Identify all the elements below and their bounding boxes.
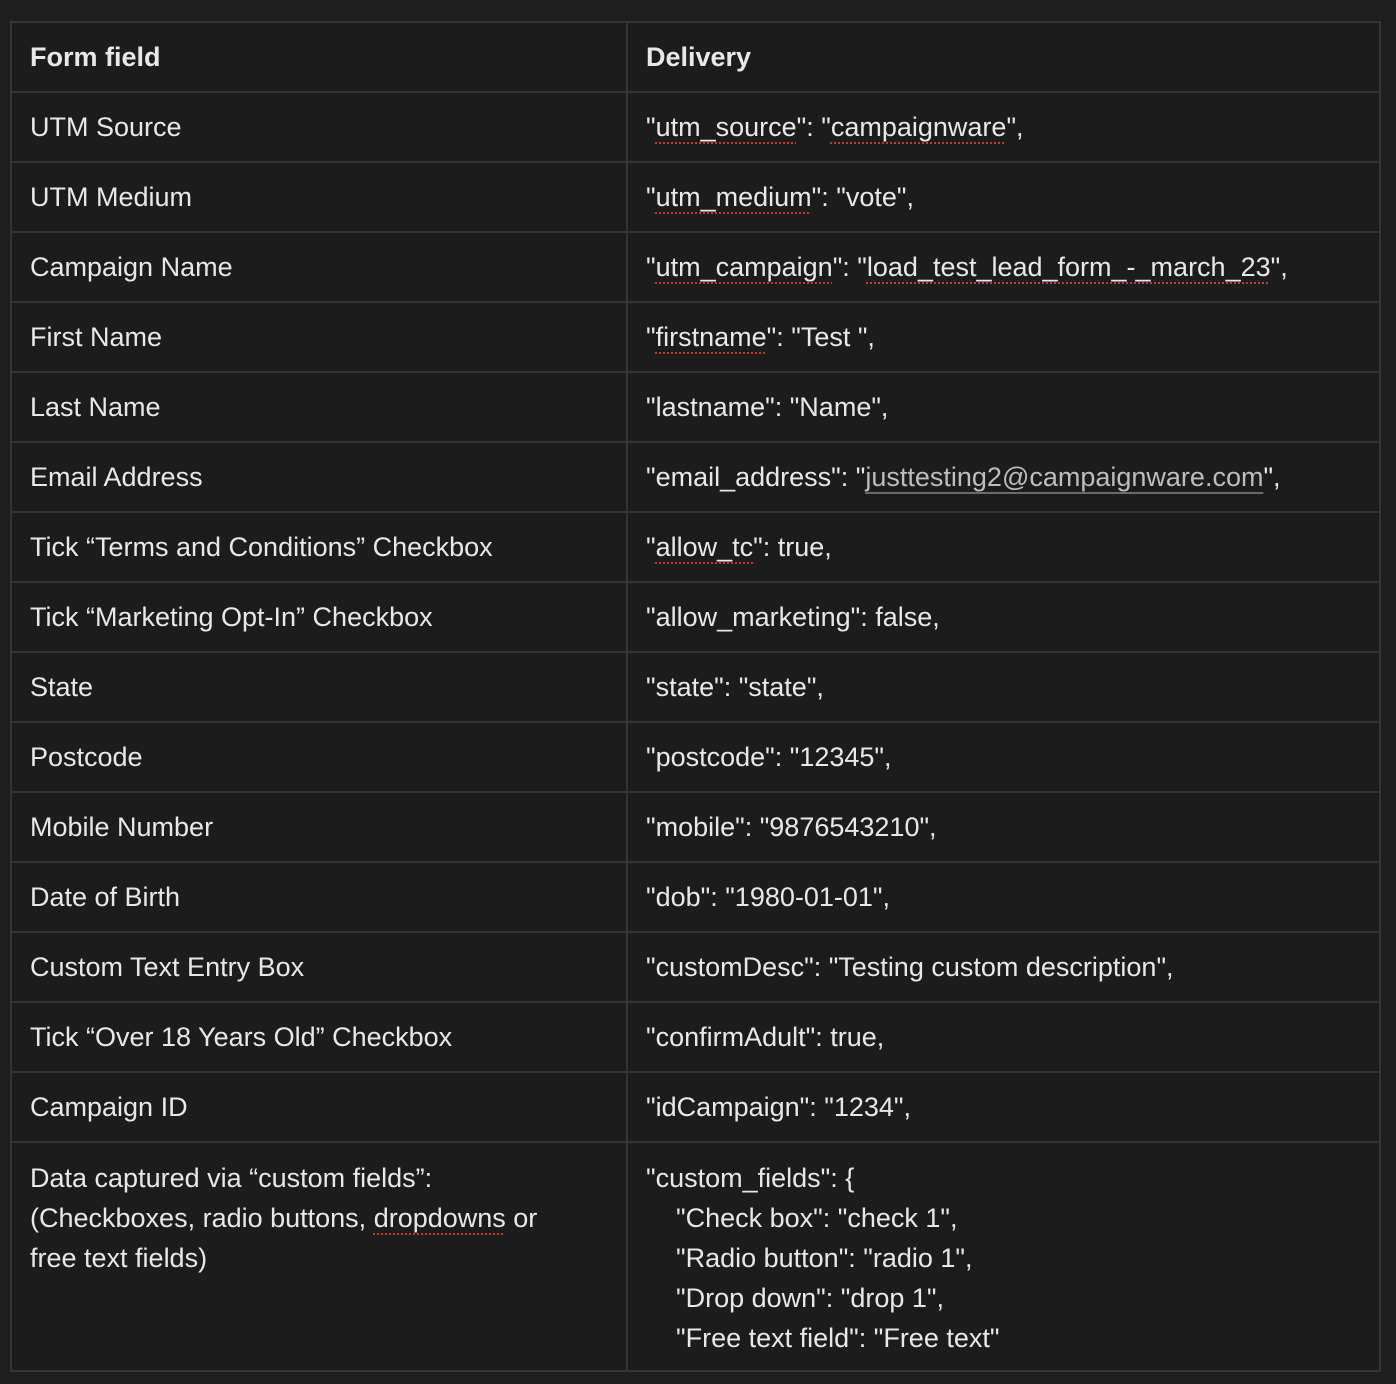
form-field-cell: Tick “Marketing Opt-In” Checkbox — [11, 582, 627, 652]
table-row-mobile-number — [11, 792, 1380, 862]
delivery-cell: "customDesc": "Testing custom description", — [627, 932, 1380, 1002]
field-mapping-table-container — [10, 21, 1379, 1372]
custom-field-free-text: "Free text field": "Free text" — [676, 1323, 1000, 1353]
form-field-cell: Custom Text Entry Box — [11, 932, 627, 1002]
delivery-cell: "dob": "1980-01-01", — [627, 862, 1380, 932]
custom-field-check-box: "Check box": "check 1", — [676, 1203, 958, 1233]
table-row-campaign-id — [11, 1072, 1380, 1142]
spellcheck-word: campaignware — [830, 112, 1007, 142]
email-link[interactable]: justtesting2@campaignware.com — [865, 462, 1264, 492]
form-field-cell: State — [11, 652, 627, 722]
table-row-first-name — [11, 302, 1380, 372]
delivery-cell — [627, 1142, 1380, 1371]
form-field-cell — [11, 1142, 627, 1371]
table-row-custom-fields — [11, 1142, 1380, 1371]
spellcheck-word: utm_campaign — [655, 252, 833, 282]
delivery-cell: "state": "state", — [627, 652, 1380, 722]
form-field-cell: Campaign Name — [11, 232, 627, 302]
form-field-cell: Tick “Terms and Conditions” Checkbox — [11, 512, 627, 582]
form-field-cell: UTM Medium — [11, 162, 627, 232]
spellcheck-word: utm_source — [655, 112, 797, 142]
header-form-field: Form field — [11, 22, 627, 92]
form-field-cell: Campaign ID — [11, 1072, 627, 1142]
delivery-cell: "confirmAdult": true, — [627, 1002, 1380, 1072]
spellcheck-word: utm_medium — [655, 182, 812, 212]
spellcheck-word: load_test_lead_form_-_march_23 — [866, 252, 1271, 282]
custom-field-radio-button: "Radio button": "radio 1", — [676, 1243, 973, 1273]
table-row-last-name — [11, 372, 1380, 442]
table-row-email-address — [11, 442, 1380, 512]
delivery-cell: "allow_tc": true, — [627, 512, 1380, 582]
form-field-cell: Mobile Number — [11, 792, 627, 862]
table-row-terms-checkbox — [11, 512, 1380, 582]
table-row-utm-source — [11, 92, 1380, 162]
form-field-cell: Email Address — [11, 442, 627, 512]
delivery-cell: "postcode": "12345", — [627, 722, 1380, 792]
table-row-state — [11, 652, 1380, 722]
form-field-cell: Last Name — [11, 372, 627, 442]
form-field-cell: First Name — [11, 302, 627, 372]
custom-field-line: free text fields) — [30, 1243, 208, 1273]
custom-fields-open: "custom_fields": { — [646, 1163, 855, 1193]
header-delivery: Delivery — [627, 22, 1380, 92]
table-row-utm-medium — [11, 162, 1380, 232]
delivery-cell: "lastname": "Name", — [627, 372, 1380, 442]
delivery-cell: "utm_source": "campaignware", — [627, 92, 1380, 162]
delivery-cell: "mobile": "9876543210", — [627, 792, 1380, 862]
form-field-cell: UTM Source — [11, 92, 627, 162]
form-field-cell: Tick “Over 18 Years Old” Checkbox — [11, 1002, 627, 1072]
table-row-campaign-name — [11, 232, 1380, 302]
custom-field-line: (Checkboxes, radio buttons, dropdowns or — [30, 1203, 538, 1233]
table-row-postcode — [11, 722, 1380, 792]
field-mapping-table — [10, 21, 1381, 1372]
delivery-cell: "idCampaign": "1234", — [627, 1072, 1380, 1142]
delivery-cell: "email_address": "justtesting2@campaignware.com", — [627, 442, 1380, 512]
spellcheck-word: firstname — [655, 322, 767, 352]
header-row — [11, 22, 1380, 92]
spellcheck-word: dropdowns — [373, 1203, 506, 1233]
custom-field-line: Data captured via “custom fields”: — [30, 1163, 433, 1193]
table-row-custom-text — [11, 932, 1380, 1002]
delivery-cell: "utm_campaign": "load_test_lead_form_-_march_23", — [627, 232, 1380, 302]
custom-field-drop-down: "Drop down": "drop 1", — [676, 1283, 944, 1313]
spellcheck-word: allow_tc — [655, 532, 754, 562]
form-field-cell: Postcode — [11, 722, 627, 792]
table-row-date-of-birth — [11, 862, 1380, 932]
delivery-cell: "firstname": "Test ", — [627, 302, 1380, 372]
table-row-adult-checkbox — [11, 1002, 1380, 1072]
delivery-cell: "utm_medium": "vote", — [627, 162, 1380, 232]
table-row-marketing-checkbox — [11, 582, 1380, 652]
delivery-cell: "allow_marketing": false, — [627, 582, 1380, 652]
form-field-cell: Date of Birth — [11, 862, 627, 932]
